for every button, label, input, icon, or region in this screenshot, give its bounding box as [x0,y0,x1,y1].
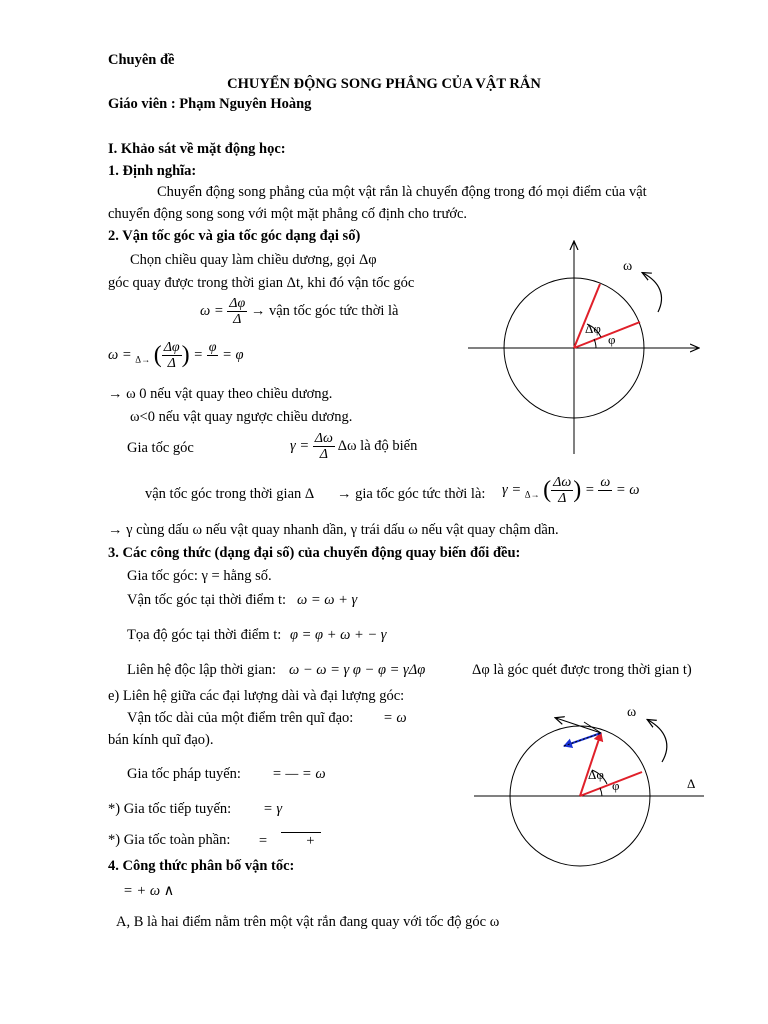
section-3-heading: 3. Các công thức (dạng đại số) của chuyển động quay biến đổi đều: [108,545,521,561]
delta-label: Δ [687,776,696,791]
normal-component [584,722,601,733]
accel-limit-formula: γ = $_{\Delta\to}$ ( $\frac{\Delta\omega}{\Delta}$ ) = ω = ω [502,475,640,506]
linear-velocity-eq: = ω [383,710,407,726]
negative-rotation-note: ω<0 nếu vật quay ngược chiều dương. [130,409,353,425]
phi-label-2: φ [612,778,620,793]
radius-note: bán kính quĩ đạo). [108,732,214,748]
time-independent-label: Liên hệ độc lập thời gian: [127,662,277,678]
figure-1 [468,242,698,454]
topic-label: Chuyên đề [108,52,175,68]
rotation-arrow [643,273,662,312]
normal-accel-label: Gia tốc pháp tuyến: [127,766,241,782]
omega-at-t-label: Vận tốc góc tại thời điểm t: [127,592,287,608]
time-independent-eq: ω − ω = γ φ − φ = γΔφ [289,662,426,678]
linear-velocity-label: Vận tốc dài của một điểm trên quĩ đạo: [127,710,354,726]
rotation-arrow-2 [648,720,667,762]
section-2-line-2: góc quay được trong thời gian Δt, khi đó vận tốc góc [108,275,415,291]
document-title: CHUYỂN ĐỘNG SONG PHẲNG CỦA VẬT RẮN [227,76,541,92]
velocity-distribution-eq: = + ω ∧ [123,883,175,899]
phi-label: φ [608,332,616,347]
section-2-heading: 2. Vận tốc góc và gia tốc góc dạng đại số) [108,228,361,244]
uniform-accel-line: Gia tốc góc: γ = hằng số. [127,568,272,584]
tangent-velocity [556,718,601,733]
phi-at-t-eq: φ = φ + ω + − γ [290,627,387,643]
linear-angular-heading: e) Liên hệ giữa các đại lượng dài và đại lượng góc: [108,688,405,704]
normal-accel-eq: = — = ω [272,766,326,782]
total-accel-label: *) Gia tốc toàn phần: [108,832,231,848]
total-accel-eq: = + [258,832,321,850]
definition-line-2: chuyển động song song với một mặt phẳng cố định cho trước. [108,206,468,222]
position-vector [580,733,601,796]
omega-label-2: ω [627,705,637,720]
time-independent-note: Δφ là góc quét được trong thời gian t) [472,662,692,678]
angular-accel-label: Gia tốc góc [127,440,194,456]
phi-at-t-label: Tọa độ góc tại thời điểm t: [127,627,282,643]
tangential-accel-label: *) Gia tốc tiếp tuyến: [108,801,232,817]
omega-definition: ω = $\frac{\Delta\varphi}{\Delta}$ → vận tốc góc tức thời là [200,296,399,327]
dphi-label-2: Δφ [588,767,604,782]
section-1-heading: I. Khảo sát về mặt động học: [108,141,286,157]
accel-continuation: vận tốc góc trong thời gian Δ [145,486,315,502]
dphi-label: Δφ [585,321,601,336]
accel-instant-text: → gia tốc góc tức thời là: [337,486,486,502]
definition-heading: 1. Định nghĩa: [108,163,197,179]
definition-line-1: Chuyển động song phẳng của một vật rắn là chuyển động trong đó mọi điểm của vật [157,184,647,200]
section-2-line-1: Chọn chiều quay làm chiều dương, gọi Δφ [130,252,377,268]
figure-2 [474,705,704,866]
section-4-heading: 4. Công thức phân bố vận tốc: [108,858,295,874]
omega-at-t-eq: ω = ω + γ [297,592,358,608]
positive-rotation-note: → ω 0 nếu vật quay theo chiều dương. [108,386,333,402]
section-4-note: A, B là hai điểm nằm trên một vật rắn đang quay với tốc độ góc ω [116,914,500,930]
phi-arc-2 [600,788,602,796]
angular-accel-formula: γ = $\frac{\Delta\omega}{\Delta}$ Δω là độ biến [290,431,418,462]
teacher-line: Giáo viên : Phạm Nguyên Hoàng [108,96,312,112]
omega-limit-formula: ω = $_{\Delta\to}$ ( $\frac{\Delta\varphi}{\Delta}$ ) = φ = φ [108,340,244,371]
accel-sign-note: → γ cùng dấu ω nếu vật quay nhanh dần, γ trái dấu ω nếu vật quay chậm dần. [108,522,559,538]
tangential-accel-eq: = γ [263,801,283,817]
omega-label: ω [623,259,633,274]
